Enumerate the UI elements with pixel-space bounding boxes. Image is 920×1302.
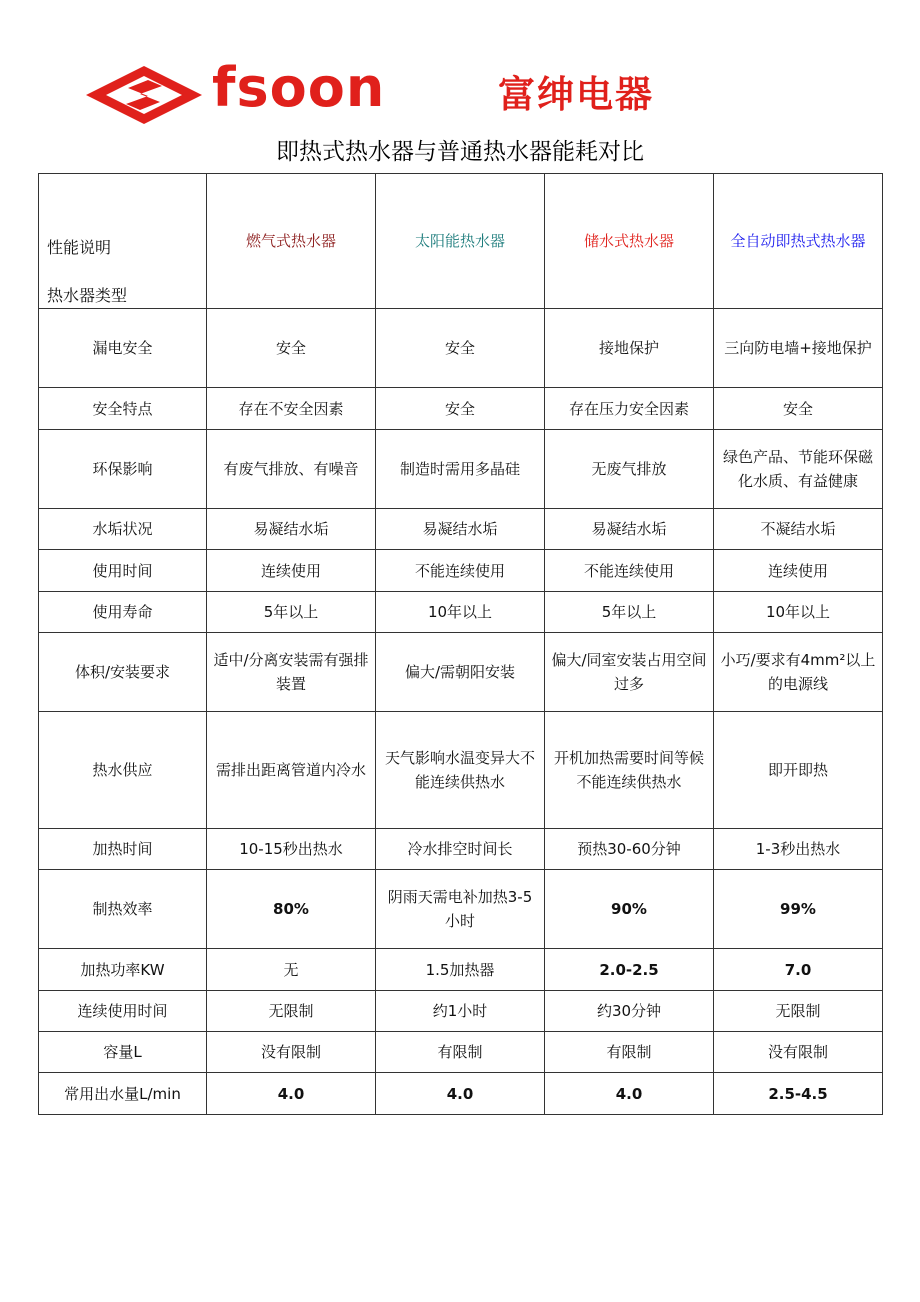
- table-row: [39, 550, 883, 592]
- row-label: 漏电安全: [39, 309, 207, 388]
- table-cell: 约1小时: [376, 991, 545, 1032]
- row-label: 安全特点: [39, 388, 207, 430]
- header-row: [39, 174, 883, 309]
- table-cell: 阴雨天需电补加热3-5小时: [376, 870, 545, 949]
- table-cell: 没有限制: [714, 1032, 883, 1073]
- table-row: [39, 309, 883, 388]
- table-cell: 80%: [207, 870, 376, 949]
- table-row: [39, 712, 883, 829]
- table-row: [39, 592, 883, 633]
- fsoon-emblem-icon: [82, 62, 206, 128]
- table-cell: 约30分钟: [545, 991, 714, 1032]
- table-cell: 安全: [376, 388, 545, 430]
- row-label: 水垢状况: [39, 509, 207, 550]
- row-label: 加热功率KW: [39, 949, 207, 991]
- table-cell: 不能连续使用: [376, 550, 545, 592]
- table-cell: 无废气排放: [545, 430, 714, 509]
- table-cell: 不能连续使用: [545, 550, 714, 592]
- row-label: 连续使用时间: [39, 991, 207, 1032]
- table-cell: 安全: [376, 309, 545, 388]
- table-row: [39, 633, 883, 712]
- row-label: 体积/安装要求: [39, 633, 207, 712]
- table-cell: 适中/分离安装需有强排装置: [207, 633, 376, 712]
- table-cell: 安全: [207, 309, 376, 388]
- table-cell: 开机加热需要时间等候不能连续供热水: [545, 712, 714, 829]
- row-label: 使用时间: [39, 550, 207, 592]
- column-header-storage: 储水式热水器: [545, 174, 714, 309]
- table-row: [39, 1073, 883, 1115]
- table-row: [39, 991, 883, 1032]
- row-label: 环保影响: [39, 430, 207, 509]
- table-cell: 没有限制: [207, 1032, 376, 1073]
- brand-logo: [82, 56, 732, 128]
- row-label: 常用出水量L/min: [39, 1073, 207, 1115]
- table-cell: 即开即热: [714, 712, 883, 829]
- brand-name-en: fsoon: [212, 56, 386, 119]
- corner-label-performance: 性能说明: [47, 238, 112, 257]
- row-label: 容量L: [39, 1032, 207, 1073]
- table-cell: 偏大/同室安装占用空间过多: [545, 633, 714, 712]
- table-cell: 天气影响水温变异大不能连续供热水: [376, 712, 545, 829]
- page-title: 即热式热水器与普通热水器能耗对比: [276, 139, 644, 165]
- table-row: [39, 949, 883, 991]
- table-cell: 2.0-2.5: [545, 949, 714, 991]
- table-row: [39, 870, 883, 949]
- column-header-instant: 全自动即热式热水器: [714, 174, 883, 309]
- table-cell: 90%: [545, 870, 714, 949]
- table-cell: 不凝结水垢: [714, 509, 883, 550]
- table-cell: 易凝结水垢: [545, 509, 714, 550]
- table-cell: 制造时需用多晶硅: [376, 430, 545, 509]
- table-cell: 1-3秒出热水: [714, 829, 883, 870]
- table-cell: 10年以上: [714, 592, 883, 633]
- table-cell: 2.5-4.5: [714, 1073, 883, 1115]
- table-cell: 有限制: [545, 1032, 714, 1073]
- table-row: [39, 829, 883, 870]
- table-cell: 三向防电墙+接地保护: [714, 309, 883, 388]
- table-cell: 接地保护: [545, 309, 714, 388]
- table-cell: 安全: [714, 388, 883, 430]
- table-cell: 小巧/要求有4mm²以上的电源线: [714, 633, 883, 712]
- row-label: 热水供应: [39, 712, 207, 829]
- column-header-solar: 太阳能热水器: [376, 174, 545, 309]
- table-cell: 偏大/需朝阳安装: [376, 633, 545, 712]
- table-cell: 连续使用: [207, 550, 376, 592]
- table-cell: 冷水排空时间长: [376, 829, 545, 870]
- column-header-gas: 燃气式热水器: [207, 174, 376, 309]
- table-cell: 4.0: [207, 1073, 376, 1115]
- table-row: [39, 1032, 883, 1073]
- table-cell: 5年以上: [545, 592, 714, 633]
- table-cell: 易凝结水垢: [207, 509, 376, 550]
- brand-name-cn: 富绅电器: [498, 73, 654, 116]
- corner-cell: [39, 174, 207, 309]
- table-cell: 4.0: [376, 1073, 545, 1115]
- table-cell: 7.0: [714, 949, 883, 991]
- table-cell: 连续使用: [714, 550, 883, 592]
- table-row: [39, 388, 883, 430]
- table-cell: 有限制: [376, 1032, 545, 1073]
- table-cell: 99%: [714, 870, 883, 949]
- corner-label-type: 热水器类型: [47, 286, 128, 305]
- table-cell: 绿色产品、节能环保磁化水质、有益健康: [714, 430, 883, 509]
- table-row: [39, 430, 883, 509]
- table-cell: 10年以上: [376, 592, 545, 633]
- table-row: [39, 509, 883, 550]
- table-cell: 1.5加热器: [376, 949, 545, 991]
- row-label: 制热效率: [39, 870, 207, 949]
- row-label: 加热时间: [39, 829, 207, 870]
- table-cell: 存在不安全因素: [207, 388, 376, 430]
- table-cell: 无限制: [714, 991, 883, 1032]
- table-cell: 5年以上: [207, 592, 376, 633]
- table-cell: 无: [207, 949, 376, 991]
- table-cell: 10-15秒出热水: [207, 829, 376, 870]
- table-cell: 需排出距离管道内冷水: [207, 712, 376, 829]
- table-cell: 预热30-60分钟: [545, 829, 714, 870]
- table-cell: 4.0: [545, 1073, 714, 1115]
- row-label: 使用寿命: [39, 592, 207, 633]
- table-cell: 无限制: [207, 991, 376, 1032]
- table-cell: 有废气排放、有噪音: [207, 430, 376, 509]
- table-cell: 易凝结水垢: [376, 509, 545, 550]
- comparison-table: [38, 173, 883, 1115]
- table-cell: 存在压力安全因素: [545, 388, 714, 430]
